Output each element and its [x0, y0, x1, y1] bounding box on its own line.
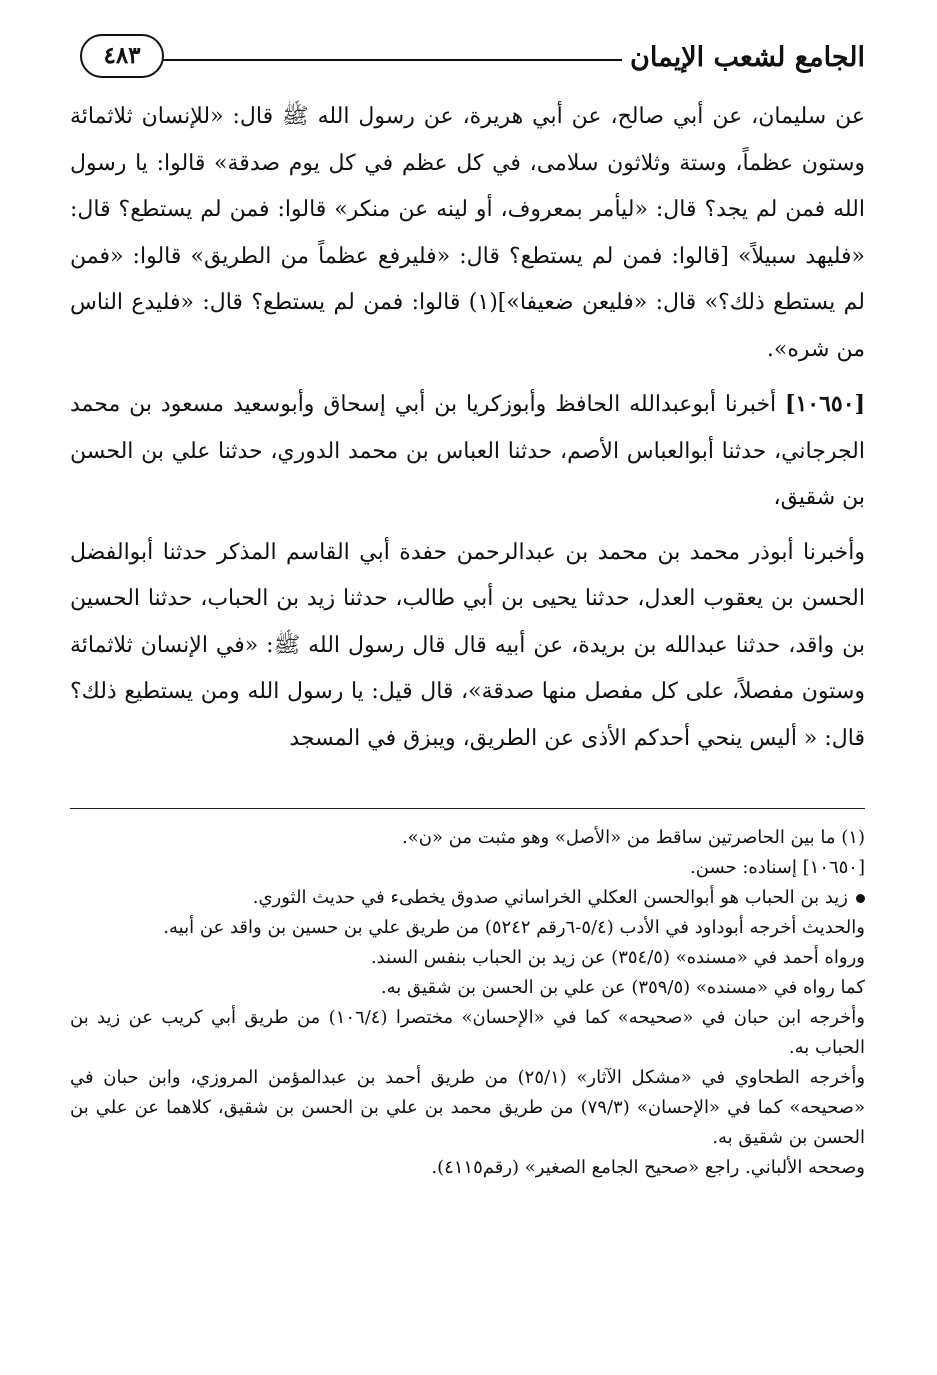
footnote-line: وأخرجه ابن حبان في «صحيحه» كما في «الإحسان» مختصرا (١٠٦/٤) من طريق أبي كريب عن زيد بن الحباب به. [70, 1007, 866, 1058]
footnote-line: وأخرجه الطحاوي في «مشكل الآثار» (٢٥/١) من طريق أحمد بن عبدالمؤمن المروزي، وابن حبان في «صحيحه» كما في «الإحسان» (٧٩/٣) من طريق محمد بن علي بن الحسن بن شقيق، كلاهما عن علي بن الحسن بن شقيق به. [70, 1067, 866, 1148]
hadith-chain-text: أخبرنا أبوعبدالله الحافظ وأبوزكريا بن أبي إسحاق وأبوسعيد مسعود بن محمد الجرجاني، حدثنا أبوالعباس الأصم، حدثنا العباس بن محمد الدوري، حدثنا علي بن الحسن بن شقيق، [70, 392, 865, 510]
main-text [70, 94, 865, 762]
page-number-badge: ٤٨٣ [80, 34, 164, 78]
footnote-line: كما رواه في «مسنده» (٣٥٩/٥) عن علي بن الحسن بن شقيق به. [380, 977, 865, 998]
paragraph-hadith-10650 [70, 381, 865, 522]
page-header [70, 28, 865, 90]
book-page [70, 28, 865, 1348]
footnote-divider [70, 808, 865, 809]
bullet-icon [856, 894, 865, 903]
footnote-line: ورواه أحمد في «مسنده» (٣٥٤/٥) عن زيد بن الحباب بنفس السند. [370, 947, 865, 968]
running-title: الجامع لشعب الإيمان [622, 42, 865, 73]
footnote-line: والحديث أخرجه أبوداود في الأدب (٥/٤-٦رقم ٥٢٤٢) من طريق علي بن حسين بن واقد عن أبيه. [163, 917, 865, 938]
paragraph-second-chain: وأخبرنا أبوذر محمد بن محمد بن عبدالرحمن حفدة أبي القاسم المذكر حدثنا أبوالفضل الحسن بن يعقوب العدل، حدثنا يحيى بن أبي طالب، حدثنا زيد بن الحباب، حدثنا الحسين بن واقد، حدثنا عبدالله بن بريدة، عن أبيه قال قال رسول الله ﷺ: «في الإنسان ثلاثمائة وستون مفصلاً، على كل مفصل منها صدقة»، قال قيل: يا رسول الله ومن يستطيع ذلك؟ قال: « أليس ينحي أحدكم الأذى عن الطريق، ويبزق في المسجد [70, 539, 865, 751]
footnote-bullet-item [70, 883, 865, 913]
hadith-number: [١٠٦٥٠] [785, 391, 865, 417]
footnotes [70, 823, 865, 1183]
footnote-bullet-text: زيد بن الحباب هو أبوالحسن العكلي الخراساني صدوق يخطىء في حديث الثوري. [252, 887, 848, 908]
header-rule [162, 59, 635, 61]
paragraph-hadith-continuation: عن سليمان، عن أبي صالح، عن أبي هريرة، عن رسول الله ﷺ قال: «للإنسان ثلاثمائة وستون عظماً، وستة وثلاثون سلامى، في كل عظم في كل يوم صدقة» قالوا: يا رسول الله فمن لم يجد؟ قال: «ليأمر بمعروف، أو لينه عن منكر» قالوا: فمن لم يستطع؟ قال: «فليهد سبيلاً» [قالوا: فمن لم يستطع؟ قال: «فليرفع عظماً من الطريق» قالوا: «فمن لم يستطع ذلك؟» قال: «فليعن ضعيفا»](١) قالوا: فمن لم يستطع؟ قال: «فليدع الناس من شره». [70, 104, 865, 362]
footnote-isnad: [١٠٦٥٠] إسناده: حسن. [690, 857, 865, 878]
footnote-1: (١) ما بين الحاصرتين ساقط من «الأصل» وهو مثبت من «ن». [402, 827, 865, 848]
footnote-line: وصححه الألباني. راجع «صحيح الجامع الصغير» (رقم٤١١٥). [431, 1157, 865, 1178]
